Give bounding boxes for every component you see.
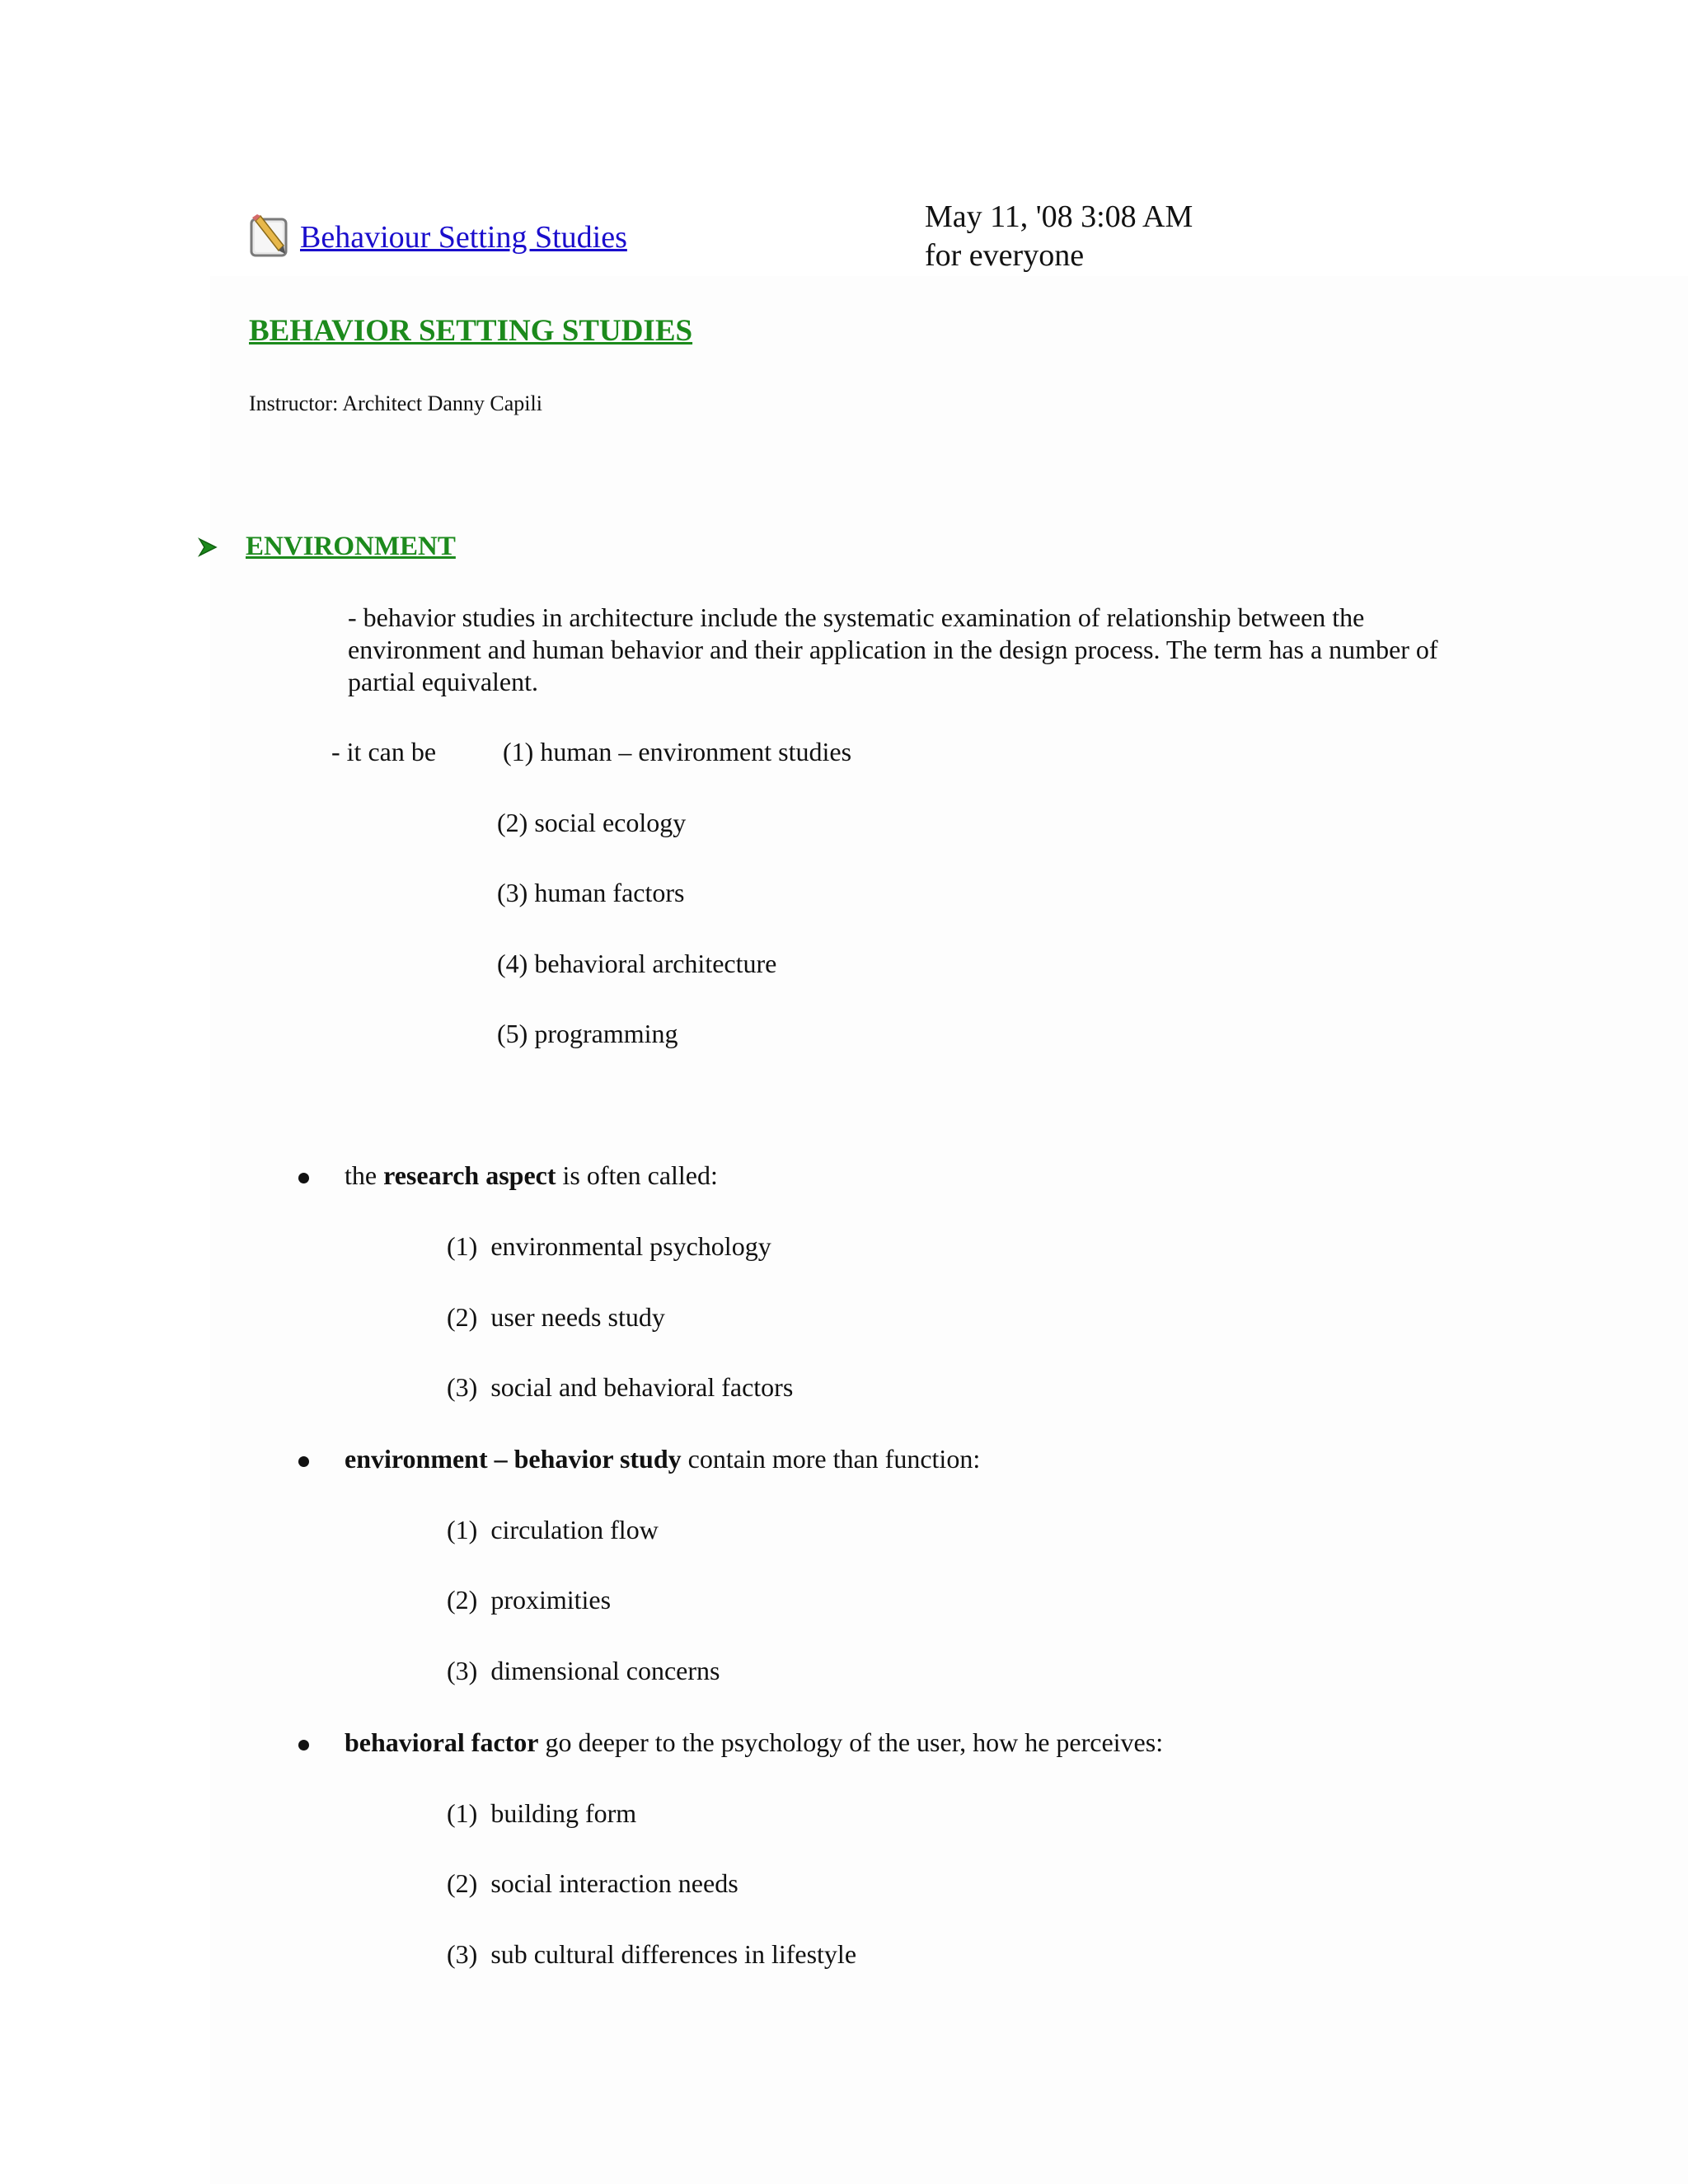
equivalent-item: (4) behavioral architecture bbox=[497, 949, 777, 978]
list-item bbox=[447, 1656, 720, 1686]
bullet-heading-research bbox=[345, 1160, 718, 1191]
item-text: social and behavioral factors bbox=[490, 1372, 794, 1402]
item-number: (3) bbox=[447, 1656, 478, 1685]
section-title-environment: ENVIRONMENT bbox=[246, 532, 456, 561]
header-link-row bbox=[247, 213, 627, 262]
equivalent-item: (5) programming bbox=[497, 1019, 678, 1048]
bullet-bold-text: behavioral factor bbox=[345, 1727, 539, 1757]
post-date: May 11, '08 3:08 AM bbox=[925, 199, 1193, 234]
item-number: (2) bbox=[447, 1868, 478, 1898]
list-item bbox=[447, 1585, 611, 1615]
item-text: circulation flow bbox=[490, 1515, 659, 1544]
bullet-post-text: is often called: bbox=[556, 1160, 718, 1190]
environment-paragraph: - behavior studies in architecture include the systematic examination of relationship between the environment and human behavior and their application in the design process. The term has a number of partial equivalent. bbox=[348, 602, 1438, 696]
list-item bbox=[447, 1302, 665, 1333]
item-text: sub cultural differences in lifestyle bbox=[490, 1939, 857, 1969]
item-text: building form bbox=[490, 1798, 637, 1828]
behaviour-setting-studies-link[interactable]: Behaviour Setting Studies bbox=[300, 220, 627, 255]
bullet-heading-behavioral-factor bbox=[345, 1727, 1163, 1758]
equivalent-item: (1) human – environment studies bbox=[503, 737, 852, 766]
bullet-bold-text: environment – behavior study bbox=[345, 1444, 682, 1474]
list-item bbox=[447, 1868, 738, 1899]
bullet-heading-environment-behavior bbox=[345, 1444, 980, 1474]
equivalent-item: (3) human factors bbox=[497, 878, 685, 907]
list-item bbox=[447, 1798, 636, 1829]
page-title: BEHAVIOR SETTING STUDIES bbox=[249, 314, 693, 348]
bullet-dot bbox=[298, 1173, 309, 1183]
bullet-bold-text: research aspect bbox=[383, 1160, 556, 1190]
arrow-bullet-icon bbox=[198, 537, 218, 557]
item-number: (3) bbox=[447, 1939, 478, 1969]
bullet-post-text: go deeper to the psychology of the user, how he perceives: bbox=[538, 1727, 1164, 1757]
bullet-dot bbox=[298, 1456, 309, 1467]
instructor-line: Instructor: Architect Danny Capili bbox=[249, 391, 542, 415]
it-can-be-label: - it can be bbox=[331, 737, 437, 766]
item-text: user needs study bbox=[490, 1302, 665, 1332]
item-number: (1) bbox=[447, 1231, 478, 1261]
item-number: (3) bbox=[447, 1372, 478, 1402]
post-meta bbox=[925, 198, 1193, 275]
post-visibility: for everyone bbox=[925, 238, 1085, 273]
note-pencil-icon bbox=[247, 214, 293, 260]
item-text: environmental psychology bbox=[490, 1231, 771, 1261]
item-number: (2) bbox=[447, 1585, 478, 1615]
content-background bbox=[210, 276, 1688, 2184]
item-number: (1) bbox=[447, 1798, 478, 1828]
bullet-post-text: contain more than function: bbox=[681, 1444, 981, 1474]
list-item bbox=[447, 1372, 793, 1403]
list-item bbox=[447, 1231, 771, 1262]
section-heading-row bbox=[198, 532, 456, 562]
bullet-pre-text: the bbox=[345, 1160, 384, 1190]
item-text: social interaction needs bbox=[490, 1868, 738, 1898]
equivalent-item: (2) social ecology bbox=[497, 808, 687, 837]
item-number: (1) bbox=[447, 1515, 478, 1544]
item-text: proximities bbox=[490, 1585, 612, 1615]
bullet-dot bbox=[298, 1740, 309, 1750]
list-item bbox=[447, 1515, 659, 1545]
list-item bbox=[447, 1939, 856, 1970]
item-text: dimensional concerns bbox=[490, 1656, 720, 1685]
item-number: (2) bbox=[447, 1302, 478, 1332]
